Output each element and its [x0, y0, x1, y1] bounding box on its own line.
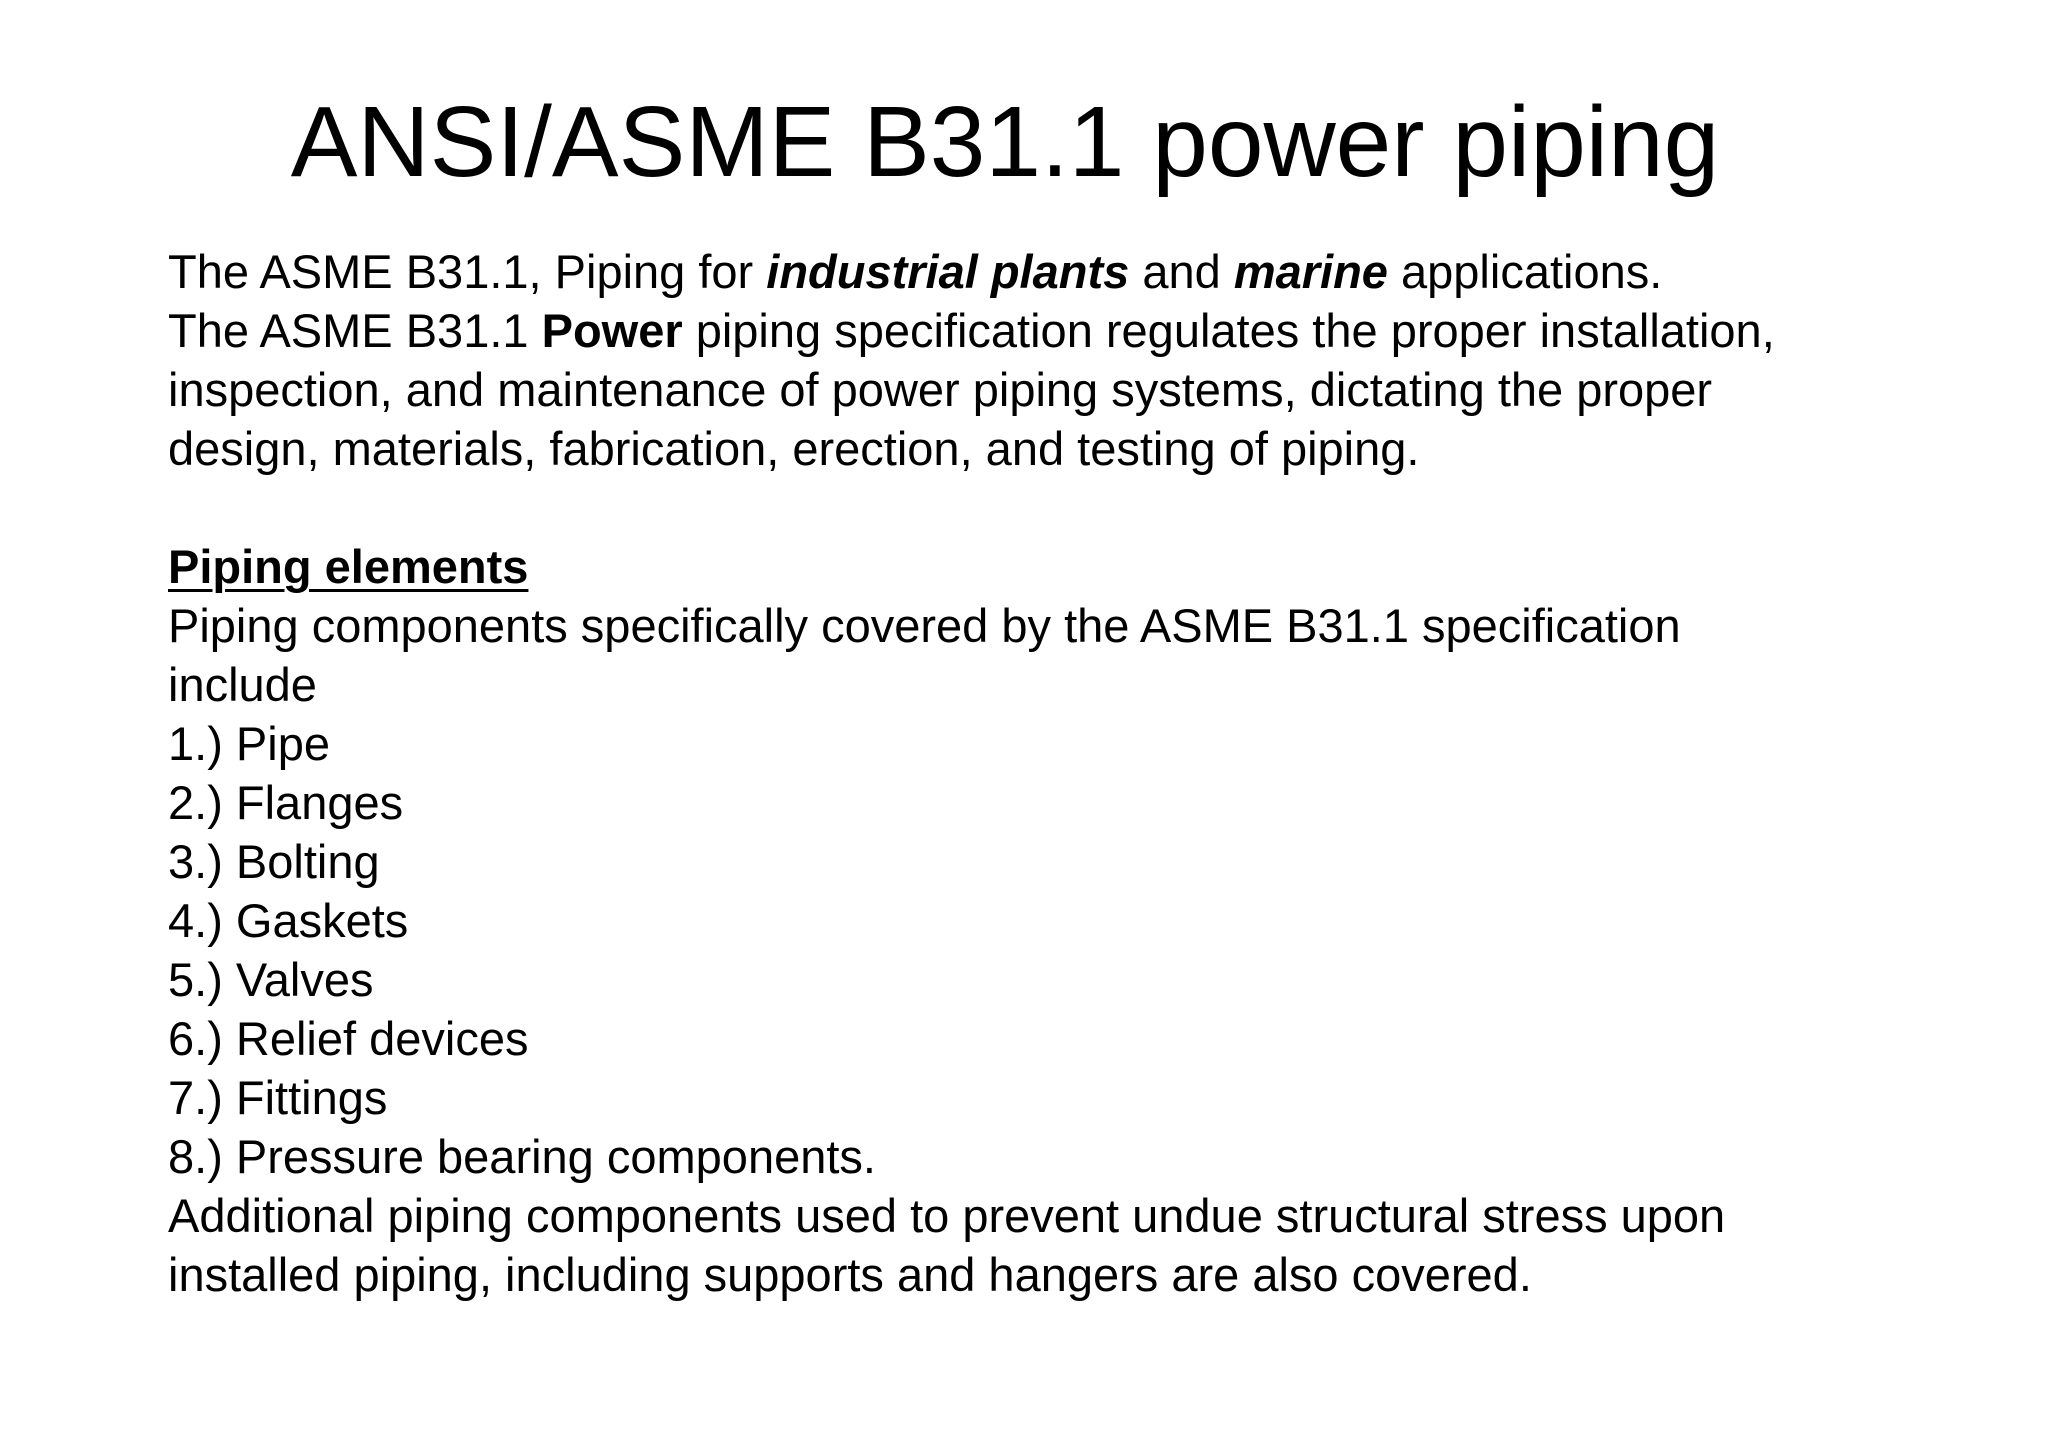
intro-line-4: design, materials, fabrication, erection, and testing of piping. — [168, 422, 1420, 475]
intro-line-3: inspection, and maintenance of power piping systems, dictating the proper — [168, 363, 1713, 416]
list-item: 4.) Gaskets — [168, 894, 409, 947]
intro-text: applications. — [1387, 245, 1663, 298]
spacer — [168, 478, 1988, 537]
list-item: 1.) Pipe — [168, 717, 330, 770]
intro-text: and — [1129, 245, 1234, 298]
list-item: 8.) Pressure bearing components. — [168, 1130, 876, 1183]
section-heading-line — [168, 537, 1988, 596]
list-item: 6.) Relief devices — [168, 1012, 529, 1065]
slide-body — [168, 242, 1988, 1304]
closing-line-2: installed piping, including supports and hangers are also covered. — [168, 1248, 1532, 1301]
list-item: 5.) Valves — [168, 953, 374, 1006]
slide-title: ANSI/ASME B31.1 power piping — [290, 86, 1720, 198]
intro-text: The ASME B31.1 — [168, 304, 542, 357]
intro-text: The ASME B31.1, Piping for — [168, 245, 767, 298]
emphasis-marine: marine — [1233, 245, 1388, 298]
section-heading: Piping elements — [168, 540, 529, 593]
closing-line-1: Additional piping components used to prevent undue structural stress upon — [168, 1189, 1726, 1242]
emphasis-industrial-plants: industrial plants — [766, 245, 1130, 298]
intro-line-2 — [168, 301, 1988, 360]
section-desc-line-2: include — [168, 658, 317, 711]
intro-line-1 — [168, 242, 1988, 301]
list-item: 3.) Bolting — [168, 835, 380, 888]
list-item: 2.) Flanges — [168, 776, 404, 829]
emphasis-power: Power — [541, 304, 683, 357]
section-desc-line-1: Piping components specifically covered by the ASME B31.1 specification — [168, 599, 1681, 652]
intro-text: piping specification regulates the proper installation, — [682, 304, 1775, 357]
list-item: 7.) Fittings — [168, 1071, 388, 1124]
